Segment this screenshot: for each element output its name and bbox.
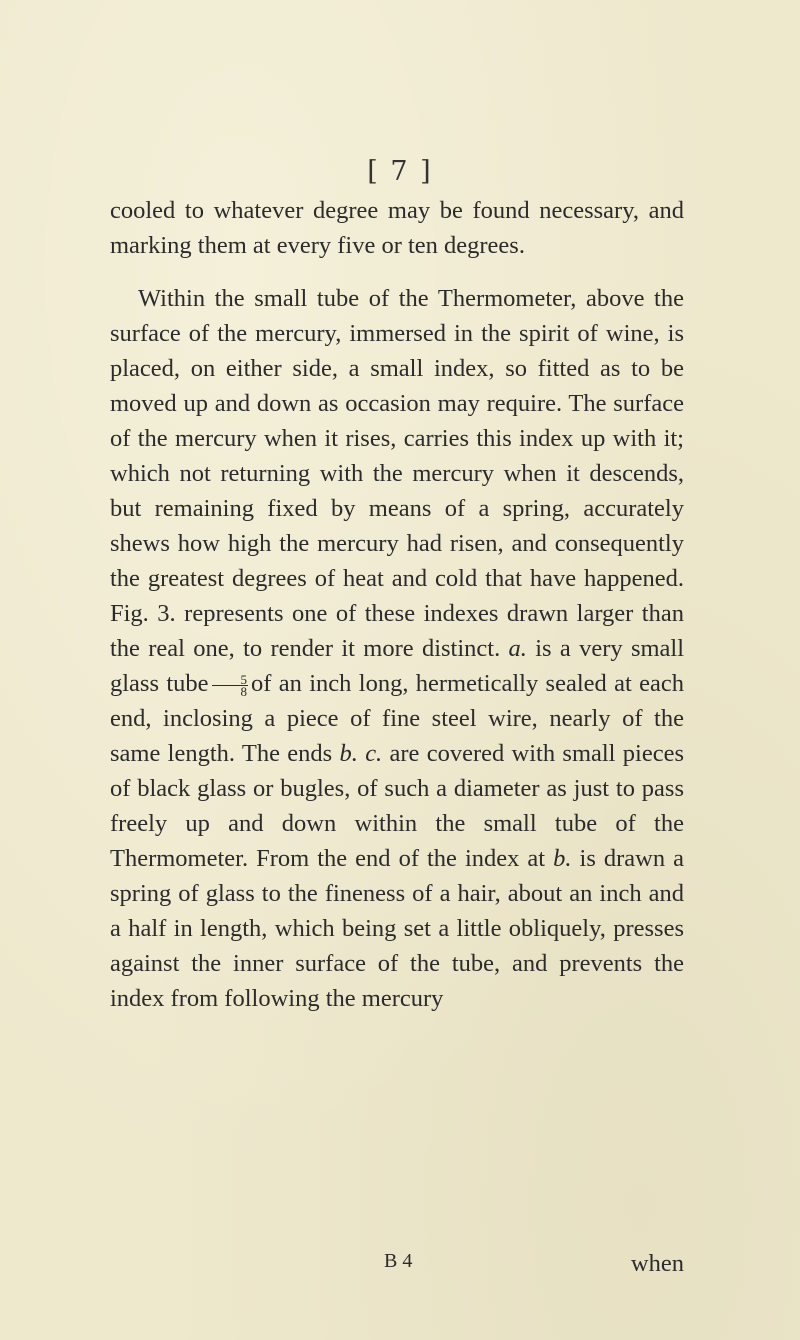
paragraph-1: cooled to whatever degree may be found necessary, and marking them at every five or ten degrees.	[110, 197, 684, 259]
fraction-denominator: 8	[240, 683, 248, 699]
para2-text-3: of an inch long, hermetically sealed at each end, inclosing a piece of fine steel wire, nearly of the same length. The ends	[110, 670, 685, 767]
para2-text-4: are covered with small pieces of black glass or bugles, of such a diameter as just to pass freely up and down within the small tube of the Thermometer. From the end of the index at	[110, 740, 685, 872]
fraction-numerator: 5	[212, 674, 249, 686]
label-a: a.	[508, 635, 527, 662]
label-b-second: b.	[553, 845, 572, 872]
page-number: [ 7 ]	[367, 156, 433, 187]
para2-text-5: is drawn a spring of glass to the fineness of a hair, about an inch and a half in length, which being set a little obliquely, presses against the inner surface of the tube, and prevents the index from following the mercury	[110, 845, 685, 1012]
label-c: c.	[365, 740, 383, 767]
signature-mark: B 4	[384, 1250, 413, 1272]
paragraph-2	[110, 281, 684, 1016]
page-body	[110, 193, 684, 1016]
page-footer	[110, 1250, 684, 1282]
catchword: when	[630, 1250, 684, 1277]
label-b: b.	[339, 740, 358, 767]
fraction-five-eighths	[212, 671, 249, 699]
para2-text-1: Within the small tube of the Thermometer, above the surface of the mercury, immersed in the spirit of wine, is placed, on either side, a small index, so fitted as to be moved up and down as occasion may require. The surface of the mercury when it rises, carries this index up with it; which not returning with the mercury when it descends, but remaining fixed by means of a spring, accurately shews how high the mercury had risen, and consequently the greatest degrees of heat and cold that have happened. Fig. 3. represents one of these indexes drawn larger than the real one, to render it more distinct.	[110, 285, 684, 662]
para2-text-2: is a very small glass tube	[110, 635, 685, 697]
